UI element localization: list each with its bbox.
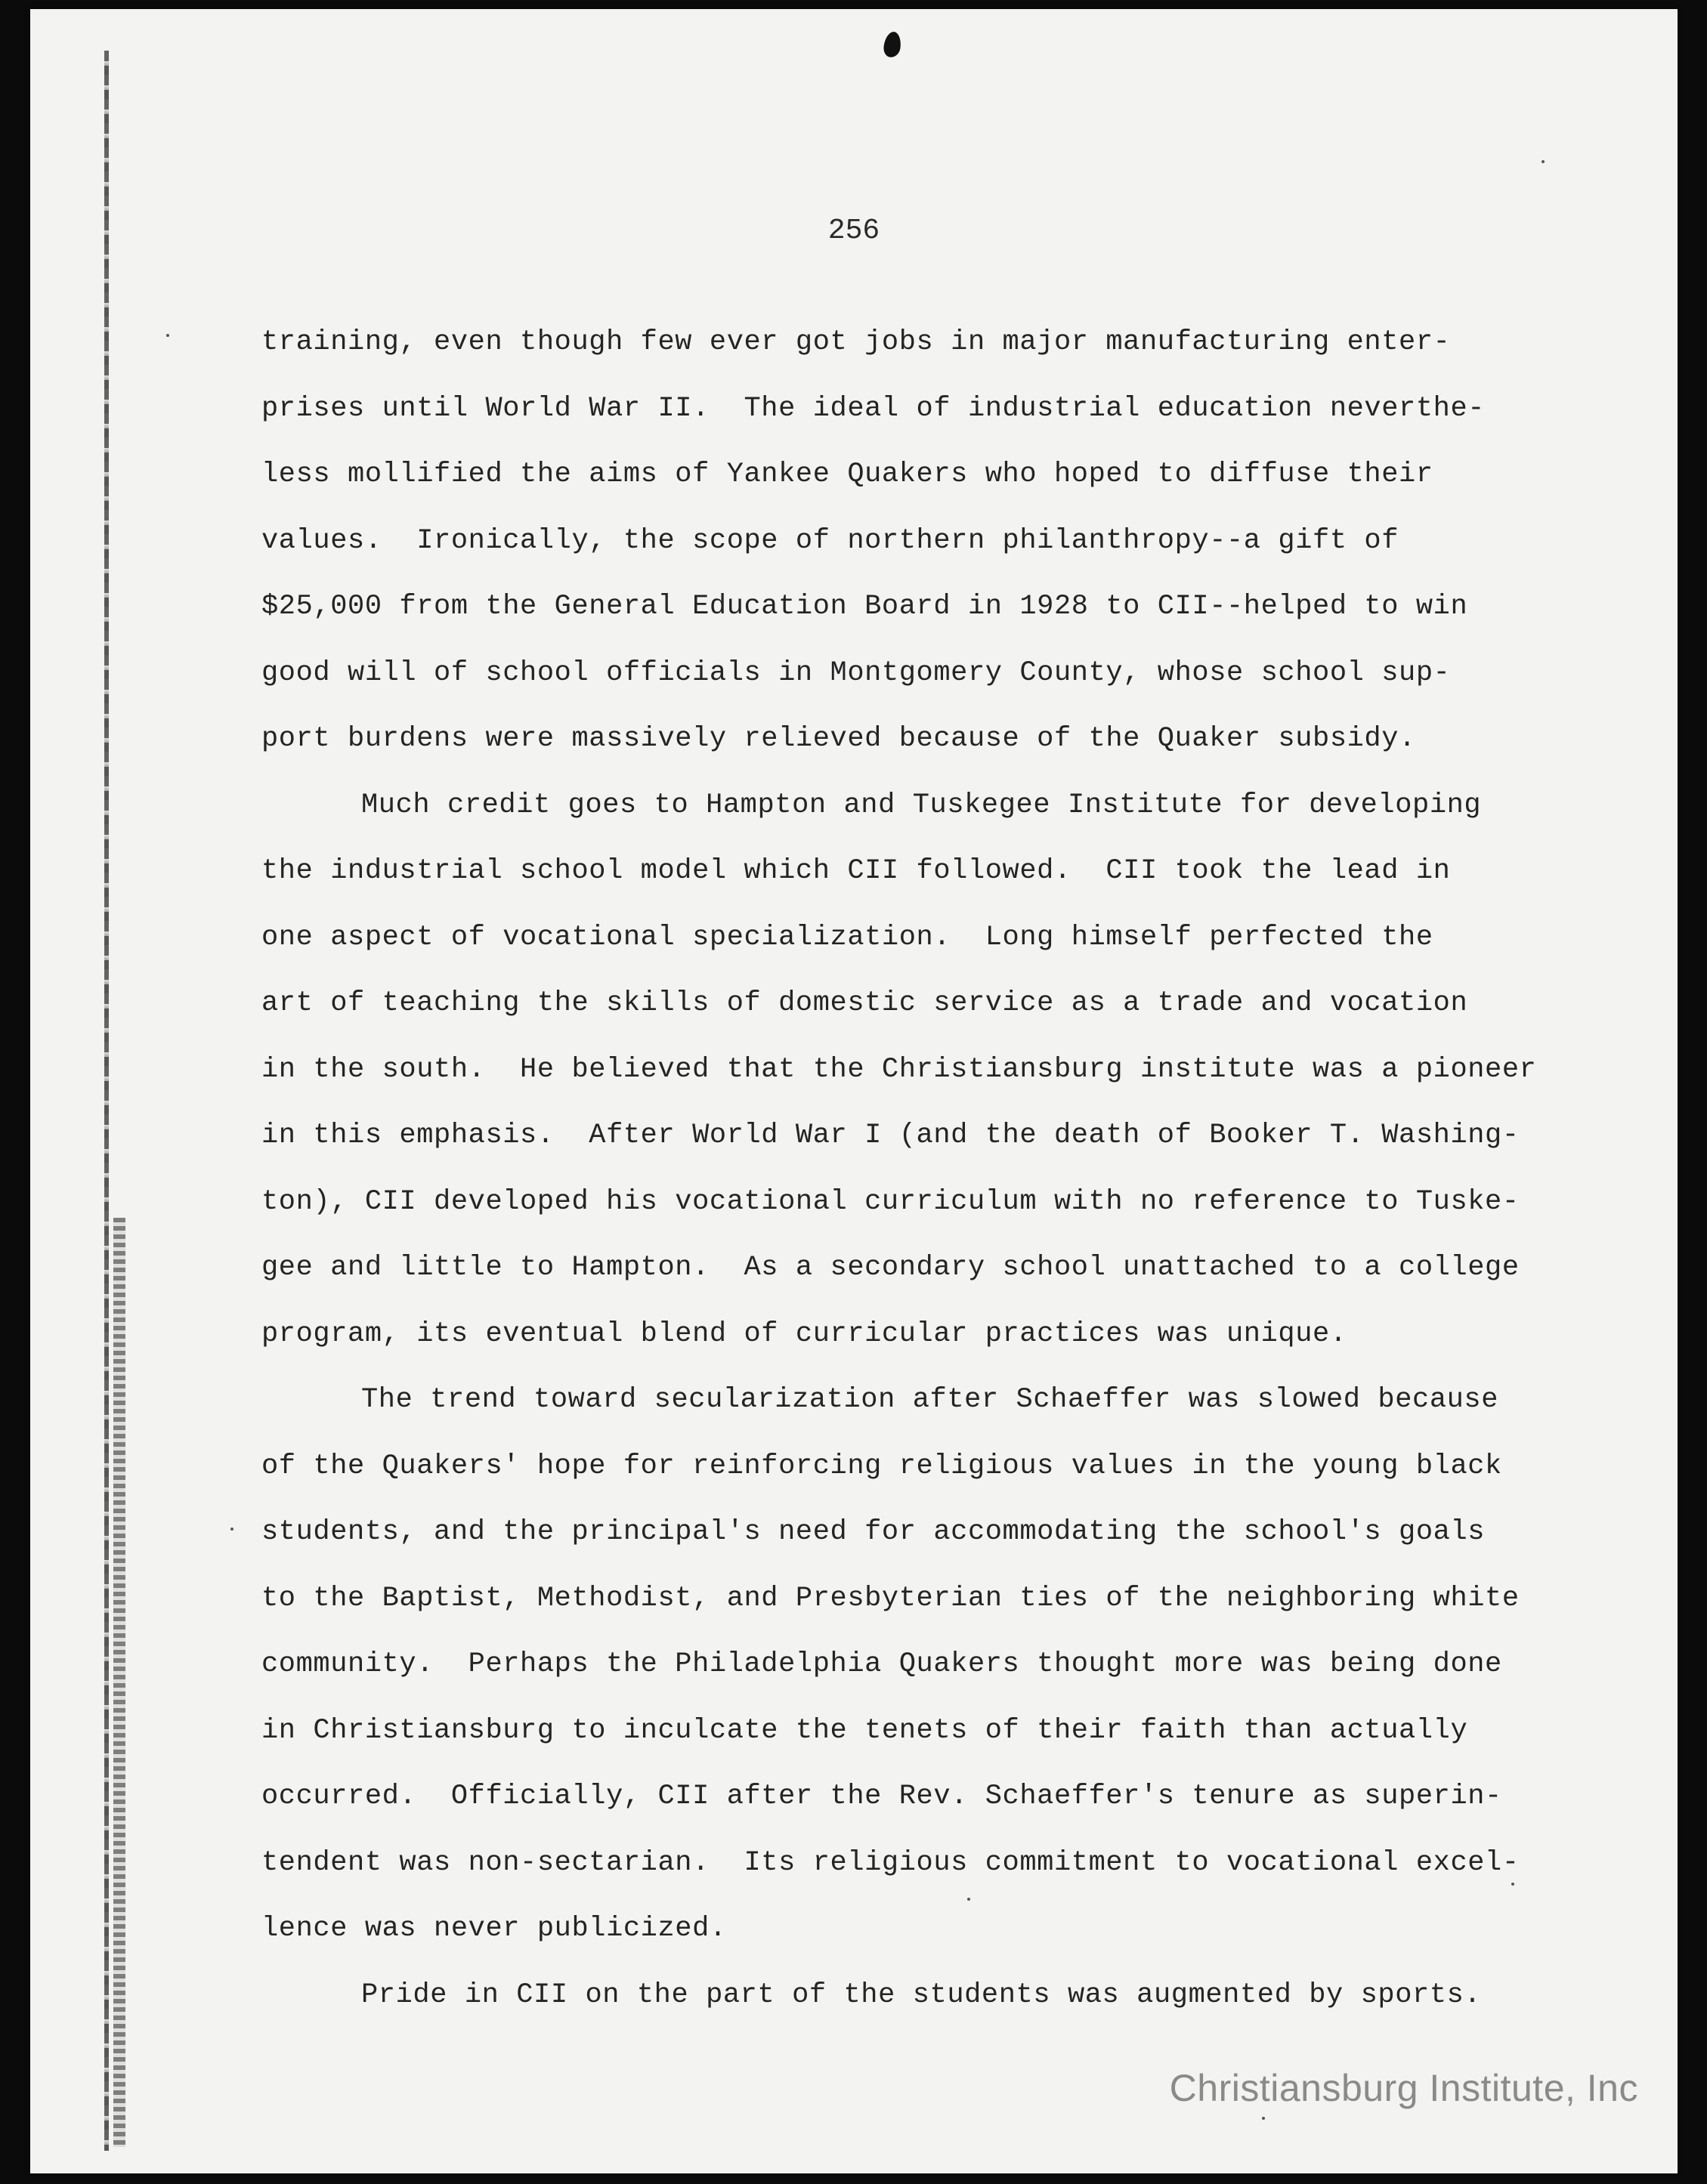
text-line: The trend toward secularization after Schaeffer was slowed because	[361, 1384, 1499, 1416]
text-line: in this emphasis. After World War I (and the death of Booker T. Washing-	[261, 1120, 1520, 1151]
text-line: values. Ironically, the scope of northern philanthropy--a gift of	[261, 524, 1399, 557]
paper-speck	[1262, 2117, 1265, 2120]
paper-speck	[230, 1528, 233, 1531]
paragraph-1	[261, 310, 1591, 773]
paragraph-4	[261, 1963, 1591, 2029]
page-number: 256	[827, 215, 880, 247]
text-line: training, even though few ever got jobs in major manufacturing enter-	[261, 326, 1451, 358]
text-line: program, its eventual blend of curricular practices was unique.	[261, 1318, 1347, 1350]
text-line: one aspect of vocational specialization. Long himself perfected the	[261, 921, 1433, 953]
text-line: students, and the principal's need for accommodating the school's goals	[261, 1516, 1486, 1548]
text-line: good will of school officials in Montgomery County, whose school sup-	[261, 656, 1451, 689]
text-line: lence was never publicized.	[261, 1913, 727, 1945]
text-line: occurred. Officially, CII after the Rev. Schaeffer's tenure as superin-	[261, 1781, 1502, 1812]
paper-speck	[166, 334, 169, 337]
text-line: port burdens were massively relieved because of the Quaker subsidy.	[261, 723, 1416, 755]
text-line: Much credit goes to Hampton and Tuskegee Institute for developing	[361, 789, 1482, 821]
text-line: of the Quakers' hope for reinforcing religious values in the young black	[261, 1450, 1502, 1482]
text-line: art of teaching the skills of domestic service as a trade and vocation	[261, 987, 1468, 1019]
document-page	[30, 9, 1678, 2173]
text-line: $25,000 from the General Education Board in 1928 to CII--helped to win	[261, 591, 1468, 622]
text-line: prises until World War II. The ideal of industrial education neverthe-	[261, 392, 1486, 425]
text-line: less mollified the aims of Yankee Quakers who hoped to diffuse their	[261, 459, 1433, 490]
text-line: tendent was non-sectarian. Its religious commitment to vocational excel-	[261, 1846, 1520, 1879]
text-line: to the Baptist, Methodist, and Presbyterian ties of the neighboring white	[261, 1582, 1520, 1614]
body-text	[261, 310, 1591, 2028]
left-margin-rule	[104, 51, 109, 2151]
text-line: in Christiansburg to inculcate the tenets of their faith than actually	[261, 1714, 1468, 1747]
margin-copy-artifact	[113, 1218, 125, 2147]
text-line: Pride in CII on the part of the students was augmented by sports.	[361, 1979, 1482, 2011]
ink-blot	[883, 31, 903, 59]
paper-speck	[1542, 160, 1545, 163]
text-line: in the south. He believed that the Christiansburg institute was a pioneer	[261, 1053, 1537, 1086]
watermark: Christiansburg Institute, Inc	[1169, 2067, 1638, 2109]
text-line: gee and little to Hampton. As a secondary school unattached to a college	[261, 1252, 1520, 1284]
text-line: community. Perhaps the Philadelphia Quakers thought more was being done	[261, 1648, 1502, 1680]
paragraph-3	[261, 1367, 1591, 1963]
paragraph-2	[261, 773, 1591, 1368]
text-line: the industrial school model which CII followed. CII took the lead in	[261, 855, 1451, 887]
text-line: ton), CII developed his vocational curriculum with no reference to Tuske-	[261, 1185, 1520, 1218]
